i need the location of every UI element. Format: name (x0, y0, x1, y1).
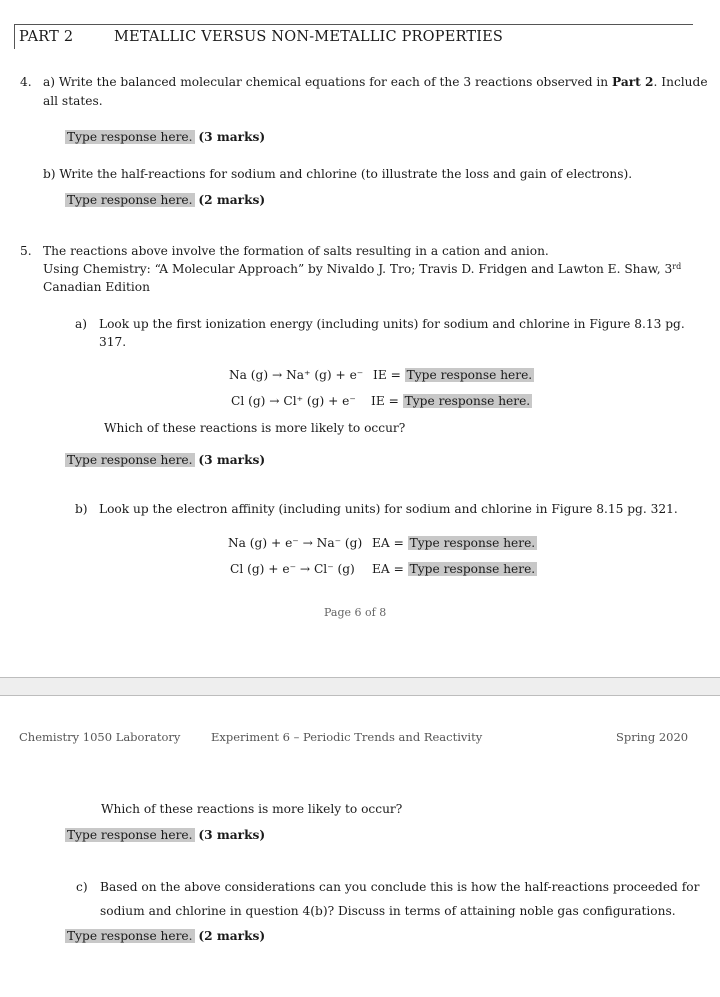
question-5-intro-line3: Canadian Edition (43, 280, 150, 294)
page-number: Page 6 of 8 (324, 606, 387, 619)
question-4a-text-part: a) Write the balanced molecular chemical equations for each of the 3 reactions observed in (43, 75, 613, 89)
ie-cl-row (371, 393, 532, 410)
question-5-reference-sup: rd (672, 262, 682, 271)
question-4a-text-end: . Include (653, 75, 708, 89)
response-row-5a (65, 452, 265, 469)
response-field-ea-cl[interactable]: Type response here. (409, 562, 536, 576)
marks-5c: (2 marks) (198, 929, 266, 943)
question-4a-text (43, 74, 708, 91)
question-5a-label: a) (75, 317, 88, 331)
page-break (0, 677, 720, 696)
ea-cl-label: EA = (372, 562, 408, 576)
question-5b-text: Look up the electron affinity (including units) for sodium and chlorine in Figure 8.15 pg. 321. (99, 502, 678, 516)
running-header-experiment: Experiment 6 – Periodic Trends and Reactivity (211, 730, 483, 744)
question-5a-which: Which of these reactions is more likely to occur? (104, 421, 406, 435)
response-row-4b (65, 192, 265, 209)
part-title: METALLIC VERSUS NON-METALLIC PROPERTIES (114, 29, 504, 45)
question-5c-text-line2: sodium and chlorine in question 4(b)? Discuss in terms of attaining noble gas configurations. (100, 904, 676, 918)
response-field-4b[interactable]: Type response here. (67, 193, 193, 207)
running-header-term: Spring 2020 (616, 730, 689, 744)
response-field-5b[interactable]: Type response here. (67, 828, 193, 842)
marks-4b: (2 marks) (198, 193, 266, 207)
response-row-4a (65, 129, 265, 146)
response-row-5c (65, 928, 265, 945)
part-label: PART 2 (19, 29, 74, 45)
ie-cl-label: IE = (371, 394, 403, 408)
marks-4a: (3 marks) (198, 130, 266, 144)
ie-na-row (373, 367, 534, 384)
question-5b-which: Which of these reactions is more likely to occur? (101, 802, 403, 816)
question-5-reference: Using Chemistry: “A Molecular Approach” by Nivaldo J. Tro; Travis D. Fridgen and Lawton E. Shaw, 3 (43, 262, 673, 276)
equation-cl-ionization: Cl (g) → Cl⁺ (g) + e⁻ (231, 394, 356, 408)
ea-na-label: EA = (372, 536, 408, 550)
equation-na-affinity: Na (g) + e⁻ → Na⁻ (g) (228, 536, 363, 550)
question-5-number: 5. (20, 244, 32, 258)
ea-cl-row (372, 561, 537, 578)
question-5a-text-line1: Look up the first ionization energy (including units) for sodium and chlorine in Figure 8.13 pg. (99, 317, 685, 331)
response-field-ea-na[interactable]: Type response here. (409, 536, 536, 550)
response-field-4a[interactable]: Type response here. (67, 130, 193, 144)
question-5-intro-line2 (43, 261, 681, 278)
response-field-ie-cl[interactable]: Type response here. (404, 394, 531, 408)
marks-5a: (3 marks) (198, 453, 266, 467)
question-4a-text-line2: all states. (43, 94, 103, 108)
question-5c-text-line1: Based on the above considerations can you conclude this is how the half-reactions proceeded for (100, 880, 700, 894)
question-4b-text: b) Write the half-reactions for sodium and chlorine (to illustrate the loss and gain of electrons). (43, 167, 633, 181)
question-5a-text-line2: 317. (99, 335, 127, 349)
question-5c-label: c) (76, 880, 88, 894)
response-field-5a[interactable]: Type response here. (67, 453, 193, 467)
equation-cl-affinity: Cl (g) + e⁻ → Cl⁻ (g) (230, 562, 355, 576)
response-row-5b (65, 827, 265, 844)
question-4a-bold: Part 2 (612, 75, 654, 89)
ie-na-label: IE = (373, 368, 405, 382)
question-5b-label: b) (75, 502, 88, 516)
ea-na-row (372, 535, 537, 552)
response-field-5c[interactable]: Type response here. (67, 929, 193, 943)
equation-na-ionization: Na (g) → Na⁺ (g) + e⁻ (229, 368, 364, 382)
response-field-ie-na[interactable]: Type response here. (406, 368, 533, 382)
running-header-course: Chemistry 1050 Laboratory (19, 730, 181, 744)
question-5-intro-line1: The reactions above involve the formation of salts resulting in a cation and anion. (43, 244, 549, 258)
question-4-number: 4. (20, 75, 32, 89)
marks-5b: (3 marks) (198, 828, 266, 842)
